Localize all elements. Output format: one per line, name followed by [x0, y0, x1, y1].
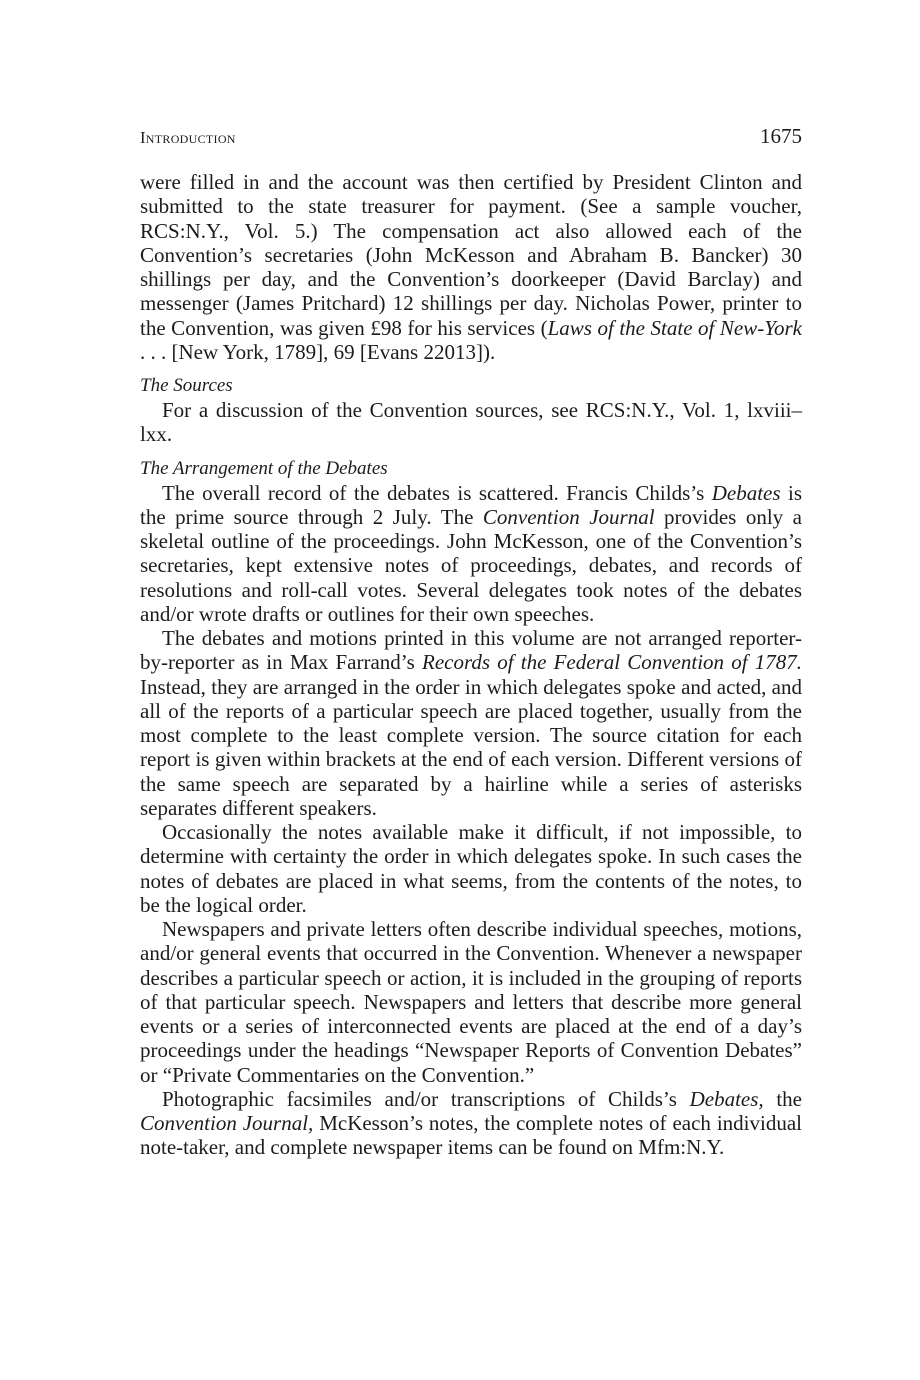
arrangement-paragraph-4: Newspapers and private letters often describe individual speeches, motions, and/or general events that occurred in the Convention. Whenever a newspaper describes a particular speech or action, it is included in the grouping of reports of that particular speech. Newspapers and letters that describe more general events or a series of interconnected events are placed at the end of a day’s proceedings under the headings “Newspaper Reports of Convention Debates” or “Private Commentaries on the Convention.”	[140, 917, 802, 1087]
running-head	[140, 124, 802, 154]
section-heading-sources: The Sources	[140, 375, 233, 396]
body-text	[140, 170, 802, 1160]
arrangement-paragraph-3: Occasionally the notes available make it difficult, if not impossible, to determine with certainty the order in which delegates spoke. In such cases the notes of debates are placed in what seems, from the contents of the notes, to be the logical order.	[140, 820, 802, 917]
page-number: 1675	[760, 124, 802, 148]
text-run: . . . [New York, 1789], 69 [Evans 22013]).	[140, 339, 496, 364]
text-run: provides only a skeletal outline of the proceedings. John McKesson, one of the Convention’s secretaries, kept extensive notes of proceedings, debates, and records of resolutions and roll-call votes. Several delegates took notes of the debates and/or wrote drafts or outlines for their own speeches.	[140, 504, 802, 626]
continued-paragraph	[140, 170, 802, 364]
italic-citation: Laws of the State of New-York	[547, 315, 802, 340]
italic-title: Convention Journal	[482, 504, 655, 529]
text-run: were filled in and the account was then certified by President Clinton and submitted to the state treasurer for payment. (See a sample voucher, RCS:N.Y., Vol. 5.) The compensation act also allowed each of the Convention’s secretaries (John McKesson and Abraham B. Bancker) 30 shillings per day, and the Convention’s doorkeeper (David Barclay) and messenger (James Pritchard) 12 shillings per day. Nicholas Power, printer to the Convention, was given £98 for his services (	[140, 170, 802, 340]
arrangement-paragraph-5	[140, 1087, 802, 1160]
arrangement-paragraph-2	[140, 626, 802, 820]
text-run: The debates and motions printed in this volume are not arranged reporter-by-reporter as in Max Farrand’s	[140, 626, 802, 675]
text-run: Photographic facsimiles and/or transcriptions of Childs’s	[162, 1086, 690, 1111]
text-run: the	[763, 1086, 803, 1111]
italic-title: Debates,	[689, 1086, 764, 1111]
sources-paragraph: For a discussion of the Convention sources, see RCS:N.Y., Vol. 1, lxviii–lxx.	[140, 398, 802, 447]
text-run: The overall record of the debates is scattered. Francis Childs’s	[162, 480, 712, 505]
running-title: Introduction	[140, 128, 236, 147]
text-run: McKesson’s notes, the complete notes of each individual note-taker, and complete newspaper items can be found on Mfm:N.Y.	[140, 1111, 802, 1160]
text-run: Instead, they are arranged in the order in which delegates spoke and acted, and all of the reports of a particular speech are placed together, usually from the most complete to the least complete version. The source citation for each report is given within brackets at the end of each version. Different versions of the same speech are separated by a hairline while a series of asterisks separates different speakers.	[140, 674, 802, 820]
italic-title: Debates	[711, 480, 781, 505]
text-run: is the prime source through 2 July. The	[140, 480, 802, 529]
italic-title: Convention Journal,	[140, 1111, 314, 1135]
italic-title: Records of the Federal Convention of 1787.	[422, 650, 802, 675]
section-heading-arrangement: The Arrangement of the Debates	[140, 457, 388, 479]
book-page	[140, 124, 802, 1160]
arrangement-paragraph-1	[140, 481, 802, 627]
